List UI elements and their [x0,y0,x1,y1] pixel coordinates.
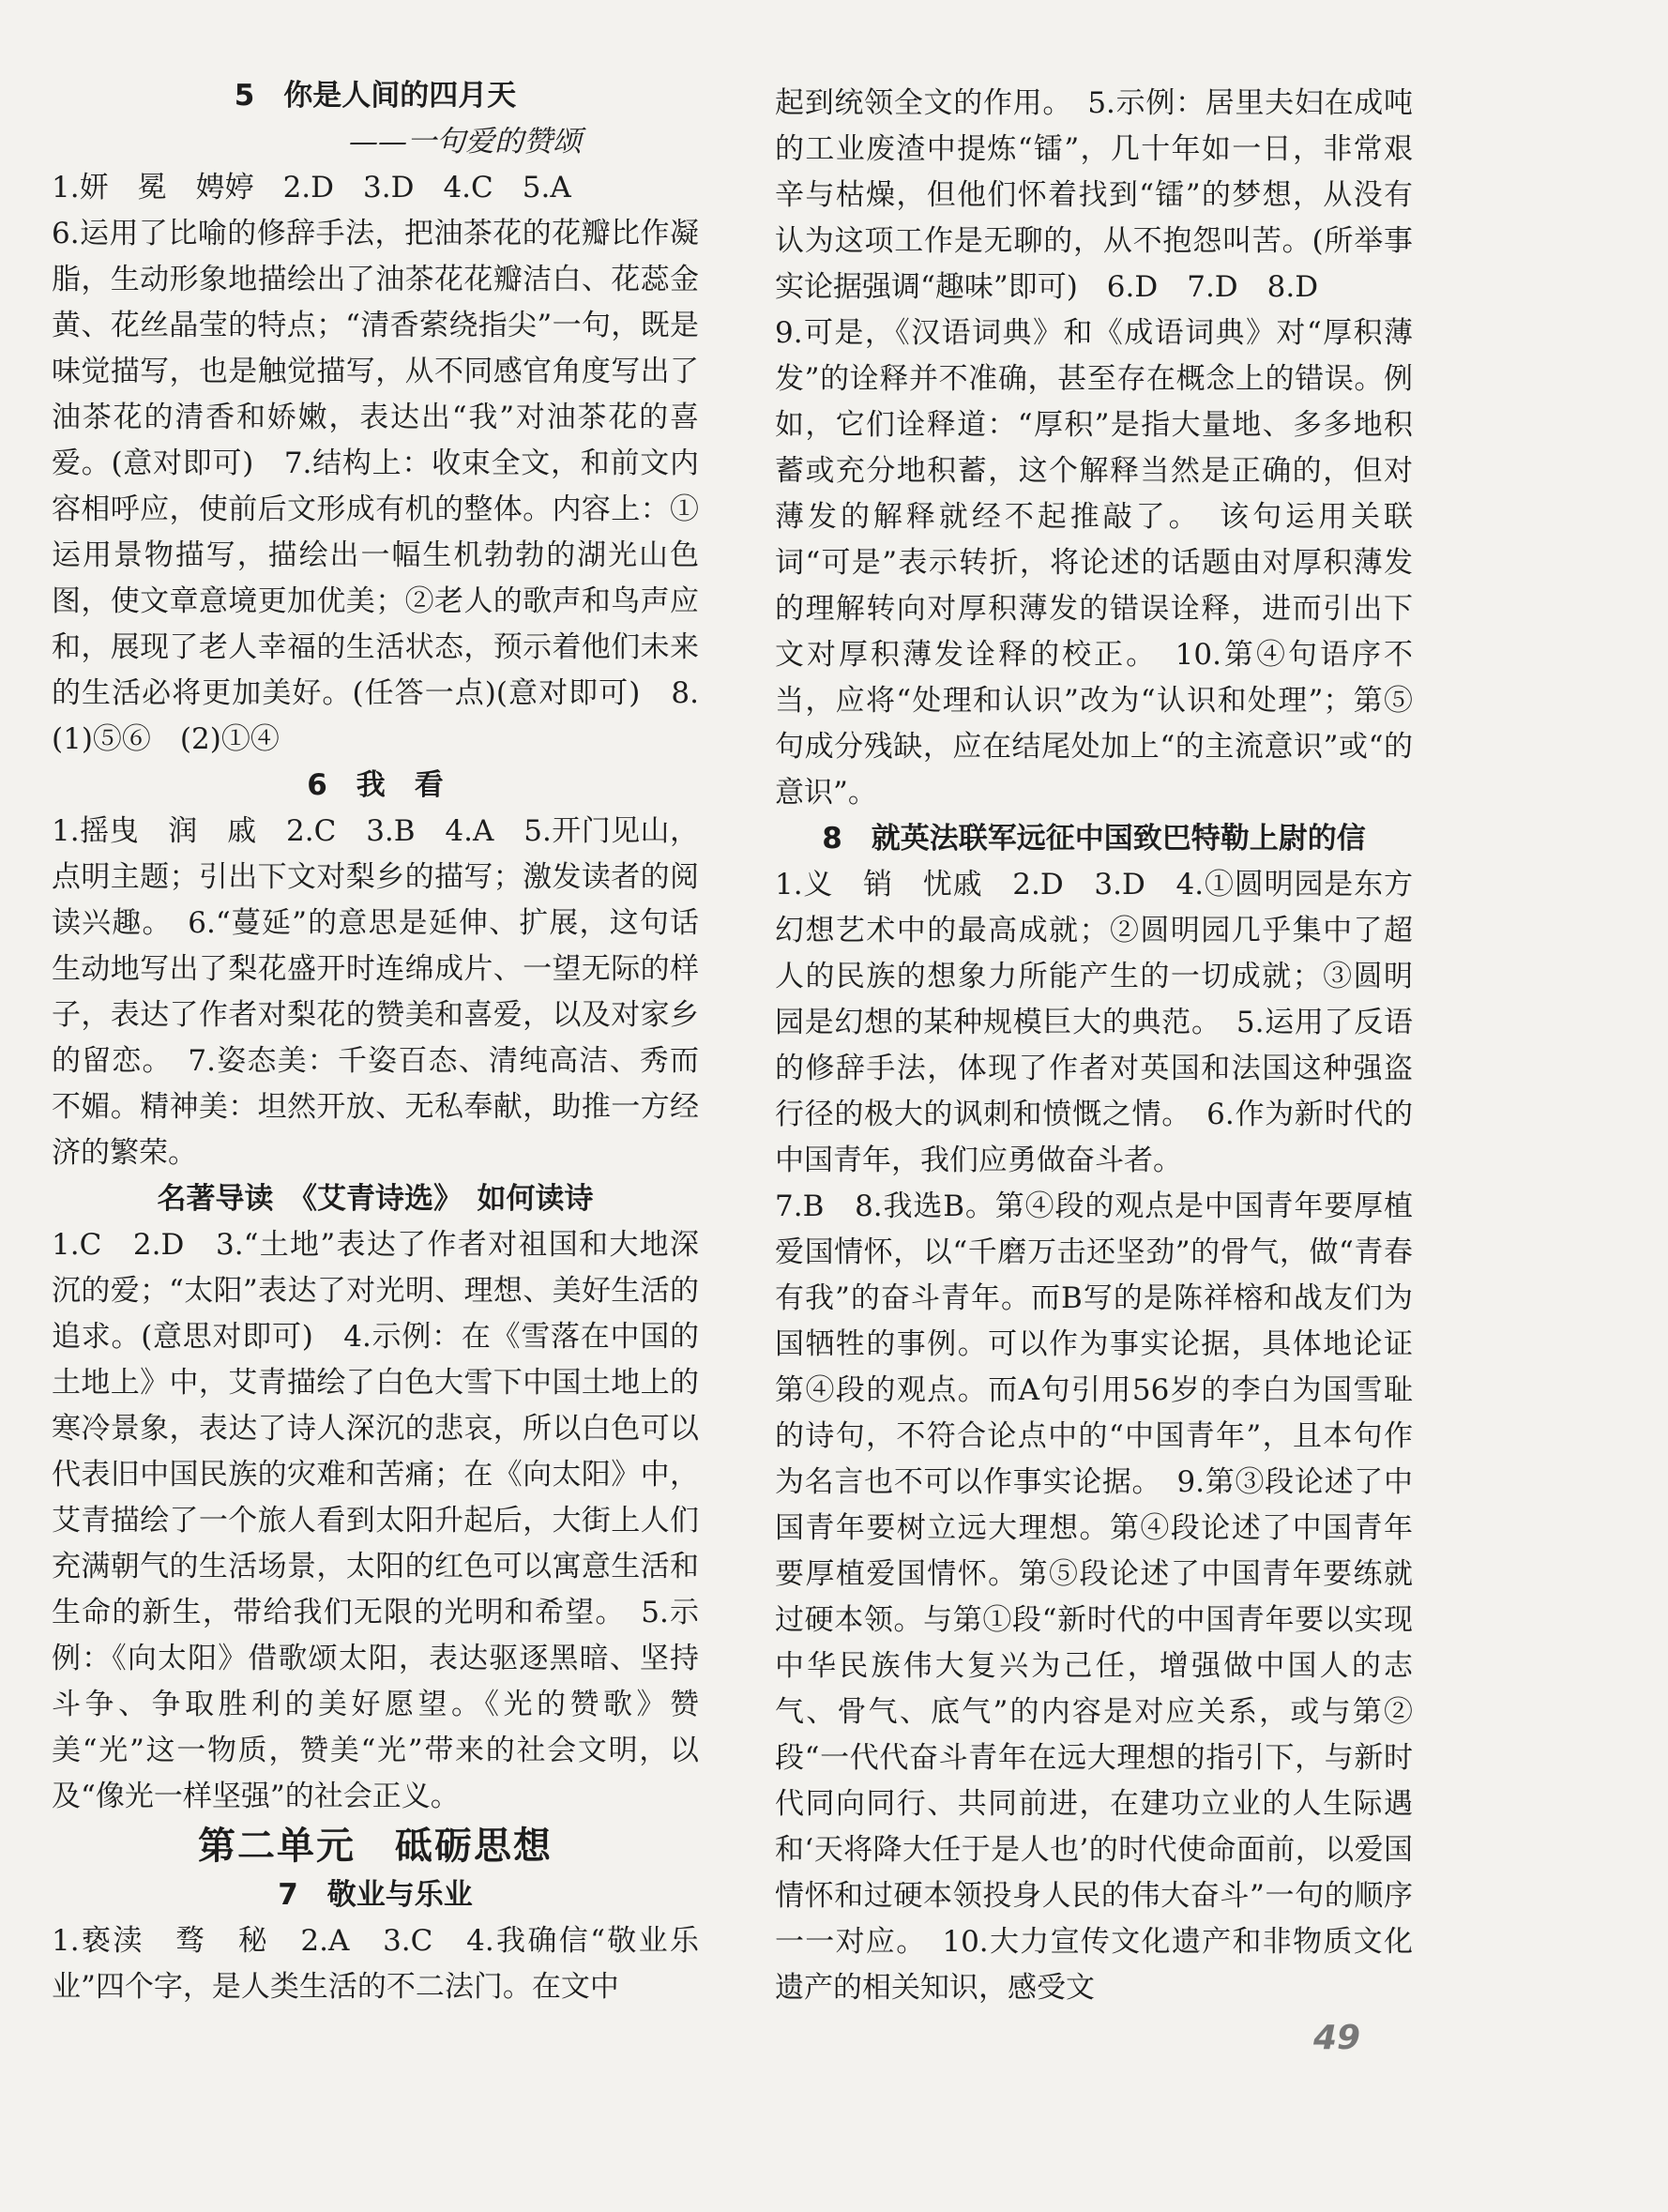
left-column [52,73,699,2010]
section-6-answers: 1.摇曳 润 戚 2.C 3.B 4.A 5.开门见山，点明主题；引出下文对梨乡的描写；激发读者的阅读兴趣。 6.“蔓延”的意思是延伸、扩展，这句话生动地写出了梨花盛开时连绵成片、一望无际的样子，表达了作者对梨花的赞美和喜爱，以及对家乡的留恋。 7.姿态美：千姿百态、清纯高洁、秀而不媚。精神美：坦然开放、无私奉献，助推一方经济的繁荣。 [52,814,699,1170]
section-8-answers-7: 7.B 8.我选B。第④段的观点是中国青年要厚植爱国情怀，以“千磨万击还坚劲”的骨气，做“青春有我”的奋斗青年。而B写的是陈祥榕和战友们为国牺牲的事例。可以作为事实论据，具体地论证第④段的观点。而A句引用56岁的李白为国雪耻的诗句，不符合论点中的“中国青年”，且本句作为名言也不可以作事实论据。 9.第③段论述了中国青年要树立远大理想。第④段论述了中国青年要厚植爱国情怀。第⑤段论述了中国青年要练就过硬本领。与第①段“新时代的中国青年要以实现中华民族伟大复兴为己任，增强做中国人的志气、骨气、底气”的内容是对应关系，或与第②段“一代代奋斗青年在远大理想的指引下，与新时代同向同行、共同前进，在建功立业的人生际遇和‘天将降大任于是人也’的时代使命面前，以爱国情怀和过硬本领投身人民的伟大奋斗”一句的顺序一一对应。 10.大力宣传文化遗产和非物质文化遗产的相关知识，感受文 [775,1189,1413,2005]
mingzhu-title: 名著导读 《艾青诗选》 如何读诗 [157,1182,594,1216]
mingzhu-answers: 1.C 2.D 3.“土地”表达了作者对祖国和大地深沉的爱；“太阳”表达了对光明、理想、美好生活的追求。(意思对即可) 4.示例：在《雪落在中国的土地上》中，艾青描绘了白色大雪下中国土地上的寒冷景象，表达了诗人深沉的悲哀，所以白色可以代表旧中国民族的灾难和苦痛；在《向太阳》中，艾青描绘了一个旅人看到太阳升起后，大街上人们充满朝气的生活场景，太阳的红色可以寓意生活和生命的新生，带给我们无限的光明和希望。 5.示例：《向太阳》借歌颂太阳，表达驱逐黑暗、坚持斗争、争取胜利的美好愿望。《光的赞歌》赞美“光”这一物质，赞美“光”带来的社会文明，以及“像光一样坚强”的社会正义。 [52,1228,699,1813]
section-7-answers-cont: 起到统领全文的作用。 5.示例：居里夫妇在成吨的工业废渣中提炼“镭”，几十年如一日，非常艰辛与枯燥，但他们怀着找到“镭”的梦想，从没有认为这项工作是无聊的，从不抱怨叫苦。(所举事实论据强调“趣味”即可) 6.D 7.D 8.D [775,86,1413,304]
page-number: 49 [1313,2019,1361,2057]
right-column [775,81,1413,2011]
section-5-answers-1: 1.妍 冕 娉婷 2.D 3.D 4.C 5.A [52,171,571,205]
section-7-answers-9: 9.可是，《汉语词典》和《成语词典》对“厚积薄发”的诠释并不准确，甚至存在概念上的错误。例如，它们诠释道：“厚积”是指大量地、多多地积蓄或充分地积蓄，这个解释当然是正确的，但对薄发的解释就经不起推敲了。 该句运用关联词“可是”表示转折，将论述的话题由对厚积薄发的理解转向对厚积薄发的错误诠释，进而引出下文对厚积薄发诠释的校正。 10.第④句语序不当，应将“处理和认识”改为“认识和处理”；第⑤句成分残缺，应在结尾处加上“的主流意识”或“的意识”。 [775,316,1413,810]
section-6-title: 6 我 看 [307,768,444,802]
section-5-title: 5 你是人间的四月天 [234,79,517,113]
unit-2-title: 第二单元 砥砺思想 [198,1825,553,1868]
section-5-subtitle: ——一句爱的赞颂 [349,125,582,159]
section-8-title: 8 就英法联军远征中国致巴特勒上尉的信 [822,822,1366,856]
section-7-answers: 1.亵渎 骛 秘 2.A 3.C 4.我确信“敬业乐业”四个字，是人类生活的不二法门。在文中 [52,1924,699,2004]
section-7-title: 7 敬业与乐业 [278,1878,473,1912]
section-5-answers-6: 6.运用了比喻的修辞手法，把油茶花的花瓣比作凝脂，生动形象地描绘出了油茶花花瓣洁白、花蕊金黄、花丝晶莹的特点；“清香萦绕指尖”一句，既是味觉描写，也是触觉描写，从不同感官角度写出了油茶花的清香和娇嫩，表达出“我”对油茶花的喜爱。(意对即可) 7.结构上：收束全文，和前文内容相呼应，使前后文形成有机的整体。内容上：①运用景物描写，描绘出一幅生机勃勃的湖光山色图，使文章意境更加优美；②老人的歌声和鸟声应和，展现了老人幸福的生活状态，预示着他们未来的生活必将更加美好。(任答一点)(意对即可) 8.(1)⑤⑥ (2)①④ [52,217,699,756]
section-8-answers: 1.义 销 忧戚 2.D 3.D 4.①圆明园是东方幻想艺术中的最高成就；②圆明园几乎集中了超人的民族的想象力所能产生的一切成就；③圆明园是幻想的某种规模巨大的典范。 5.运用了反语的修辞手法，体现了作者对英国和法国这种强盗行径的极大的讽刺和愤慨之情。 6.作为新时代的中国青年，我们应勇做奋斗者。 [775,868,1413,1177]
